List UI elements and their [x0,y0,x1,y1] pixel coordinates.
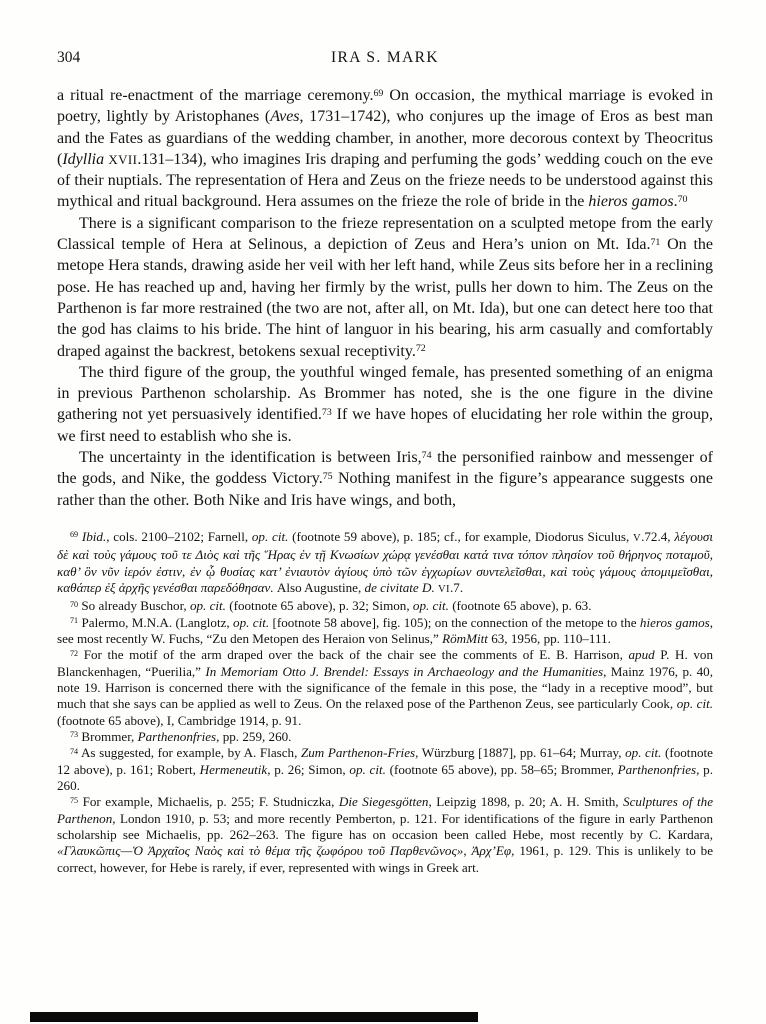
footnotes-block [57,529,713,876]
body-paragraph: There is a significant comparison to the frieze representation on a sculpted metope from the early Classical temple of Hera at Selinous, a depiction of Zeus and Hera’s union on Mt. Ida.$^{71}$ On the metope Hera stands, drawing aside her veil with her left hand, while Zeus sits before her in a reclining pose. He has reached up and, having her firmly by the wrist, pulls her down to him. The Zeus on the Parthenon is far more restrained (the two are not, after all, on Mt. Ida), but one can detect here too that the god has claims to his bride. The hint of languor in his bearing, his arm casually and comfortably draped against the backrest, betokens sexual receptivity.$^{72}$ [57,214,714,360]
body-paragraph: The third figure of the group, the youthful winged female, has presented something of an enigma in previous Parthenon scholarship. As Brommer has noted, she is the one figure in the divine gathering not yet persuasively identified.$^{73}$ If we have hopes of elucidating her role within the group, we first need to establish who she is. [57,363,714,445]
footnote: $^{70}$ So already Buschor, op. cit. (footnote 65 above), p. 32; Simon, op. cit. (footnote 65 above), p. 63. [70,598,592,614]
body-paragraph: a ritual re-enactment of the marriage ceremony.$^{69}$ On occasion, the mythical marriage is evoked in poetry, lightly by Aristophanes (Aves, 1731–1742), who conjures up the image of Eros as best man and the Fates as guardians of the wedding chamber, in another, more decorous context by Theocritus (Idyllia XVII.131–134), who imagines Iris draping and perfuming the gods’ wedding couch on the eve of their nuptials. The representation of Hera and Zeus on the frieze needs to be understood against this mythical and ritual background. Hera assumes on the frieze the role of bride in the hieros gamos.$^{70}$ [57,87,714,211]
body-text [57,85,713,511]
scan-artifact-bar [30,1012,478,1022]
running-head: IRA S. MARK [331,49,439,66]
footnote: $^{71}$ Palermo, M.N.A. (Langlotz, op. cit. [footnote 58 above], fig. 105); on the connection of the metope to the hieros gamos, see most recently W. Fuchs, “Zu den Metopen des Heraion von Selinus,” RömMitt 63, 1956, pp. 110–111. [57,614,713,646]
footnote: $^{72}$ For the motif of the arm draped over the back of the chair see the comments of E. B. Harrison, apud P. H. von Blanckenhagen, “Puerilia,” In Memoriam Otto J. Brendel: Essays in Archaeology and the Humanities, Mainz 1976, p. 40, note 19. Harrison is concerned there with the significance of the female in this pose, the “lady in a receptive mood”, but much that she says can be applied as well to Zeus. On the relaxed pose of the Parthenon Zeus, see particularly Cook, op. cit. (footnote 65 above), I, Cambridge 1914, p. 91. [57,647,713,728]
page-number: 304 [57,49,81,66]
footnote: $^{75}$ For example, Michaelis, p. 255; F. Studniczka, Die Siegesgötten, Leipzig 1898, p. 20; A. H. Smith, Sculptures of the Parthenon, London 1910, p. 53; and more recently Pemberton, p. 121. For identifications of the figure in early Parthenon scholarship see Michaelis, pp. 262–263. The figure has on occasion been called Hebe, most recently by C. Kardara, «Γλαυκῶπις—Ὁ Ἀρχαῖος Ναὸς καὶ τὸ θέμα τῆς ζωφόρου τοῦ Παρθενῶνος», Ἀρχ’Εφ, 1961, p. 129. This is unlikely to be correct, however, for Hebe is rarely, if ever, represented with wings in Greek art. [57,794,714,875]
text-column [57,47,713,876]
footnote: $^{74}$ As suggested, for example, by A. Flasch, Zum Parthenon-Fries, Würzburg [1887], pp. 61–64; Murray, op. cit. (footnote 12 above), p. 161; Robert, Hermeneutik, p. 26; Simon, op. cit. (footnote 65 above), pp. 58–65; Brommer, Parthenonfries, p. 260. [57,745,713,794]
page-header [57,47,713,68]
footnote: $^{73}$ Brommer, Parthenonfries, pp. 259, 260. [70,729,292,745]
body-paragraph: The uncertainty in the identification is between Iris,$^{74}$ the personified rainbow and messenger of the gods, and Nike, the goddess Victory.$^{75}$ Nothing manifest in the figure’s appearance suggests one rather than the other. Both Nike and Iris have wings, and both, [57,449,713,509]
footnote: $^{69}$ Ibid., cols. 2100–2102; Farnell, op. cit. (footnote 59 above), p. 185; cf., for example, Diodorus Siculus, V.72.4, λέγουσι δὲ καὶ τοὺς γάμους τοῦ τε Διὸς καὶ τῆς Ἥρας ἐν τῇ Κνωσίων χώρᾳ γενέσθαι κατά τινα τόπον πλησίον τοῦ θήρηνος ποταμοῦ, καθ’ ὃν νῦν ἱερόν ἐστιν, ἐν ᾧ θυσίας κατ’ ἐνιαυτὸν ἁγίους ὑπὸ τῶν ἐγχωρίων συντελεῖσθαι, καὶ τοὺς γάμους ἀπομιμεῖσθαι, καθάπερ ἐξ ἀρχῆς γενέσθαι παρεδόθησαν. Also Augustine, de civitate D. VI.7. [57,528,713,595]
